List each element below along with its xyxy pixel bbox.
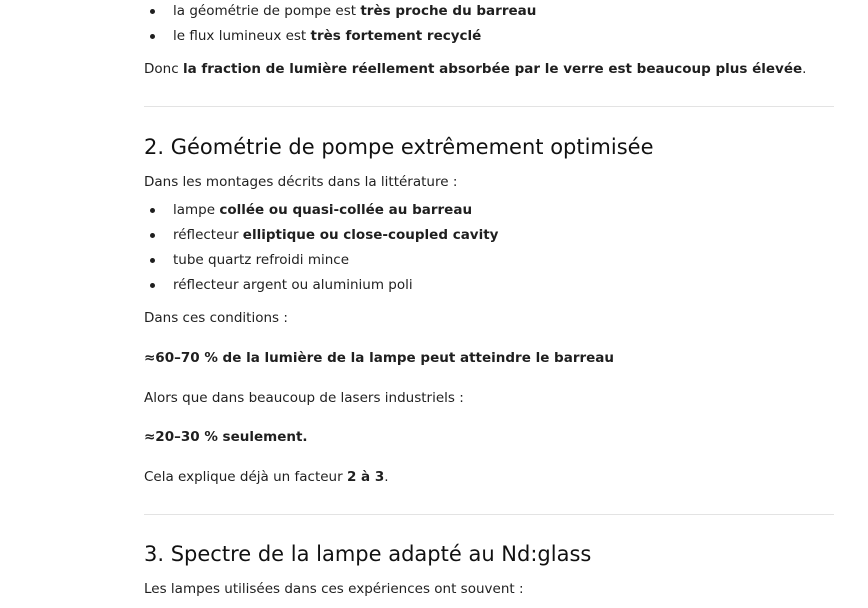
list-item: la géométrie de pompe est très proche du barreau [173,0,536,24]
section-2-heading: 2. Géométrie de pompe extrêmement optimisée [144,135,654,159]
conditions-text: Dans ces conditions : [144,310,288,326]
section-2-lead: Dans les montages décrits dans la littérature : [144,174,458,190]
factor-explanation: Cela explique déjà un facteur 2 à 3. [144,469,389,485]
list-item: réflecteur elliptique ou close-coupled cavity [173,223,499,248]
intro-bullet-list [144,0,536,49]
stat-lamp-light: ≈60–70 % de la lumière de la lampe peut atteindre le barreau [144,350,615,366]
intro-conclusion: Donc la fraction de lumière réellement absorbée par le verre est beaucoup plus élevée. [144,61,807,77]
list-item: lampe collée ou quasi-collée au barreau [173,198,499,223]
section-3-heading: 3. Spectre de la lampe adapté au Nd:glass [144,542,592,566]
section-divider [144,514,834,515]
list-item: tube quartz refroidi mince [173,248,499,273]
comparison-text: Alors que dans beaucoup de lasers industriels : [144,390,464,406]
list-item: le flux lumineux est très fortement recyclé [173,24,536,49]
section-3-lead: Les lampes utilisées dans ces expériences ont souvent : [144,581,524,597]
section-divider [144,106,834,107]
stat-industrial: ≈20–30 % seulement. [144,429,308,445]
list-item: réflecteur argent ou aluminium poli [173,273,499,298]
section-2-bullet-list [144,198,499,298]
